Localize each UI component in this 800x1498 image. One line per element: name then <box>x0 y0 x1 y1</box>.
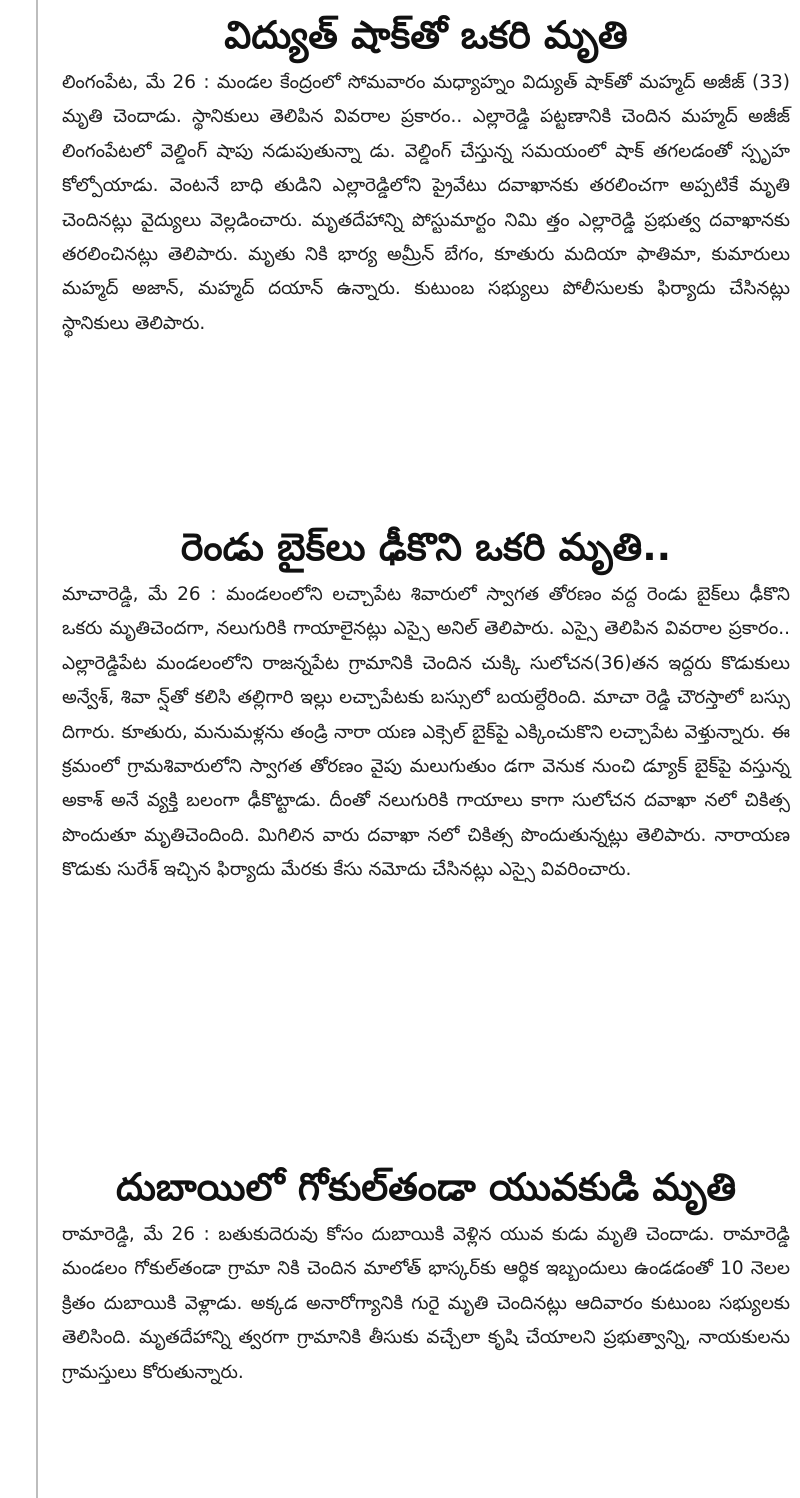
dateline: లింగంపేట, మే 26 : <box>62 72 210 93</box>
article-body <box>62 66 790 341</box>
headline: రెండు బైక్‌లు ఢీకొని ఒకరి మృతి.. <box>180 525 672 569</box>
article-body <box>62 578 790 888</box>
column-divider <box>36 0 38 1498</box>
article-text: మండలంలోని లచ్చాపేట శివారులో స్వాగత తోరణం వద్ద రెండు బైక్‌లు ఢీకొని ఒకరు మృతిచెందగా, నలుగురికి గాయాలైనట్లు ఎస్సై అనిల్ తెలిపారు. ఎస్సై తెలిపిన వివరాల ప్రకారం.. ఎల్లారెడ్డిపేట మండలంలోని రాజన్నపేట గ్రామానికి చెందిన చుక్కి సులోచన(36)తన ఇద్దరు కొడుకులు అన్వేశ్, శివా న్ష్‌తో కలిసి తల్లిగారి ఇల్లు లచ్చాపేటకు బస్సులో బయల్దేరింది. మాచా రెడ్డి చౌరస్తాలో బస్సు దిగారు. కూతురు, మనుమళ్లను తండ్రి నారా యణ ఎక్సెల్ బైక్‌పై ఎక్కించుకొని లచ్చాపేట వెళ్తున్నారు. ఈ క్రమంలో గ్రామశివారులోని స్వాగత తోరణం వైపు మలుగుతుం డగా వెనుక నుంచి డ్యూక్ బైక్‌పై వస్తున్న అకాశ్ అనే వ్యక్తి బలంగా ఢీకొట్టాడు. దీంతో నలుగురికి గాయాలు కాగా సులోచన దవాఖా నలో చికిత్స పొందుతూ మృతిచెందింది. మిగిలిన వారు దవాఖా నలో చికిత్స పొందుతున్నట్లు తెలిపారు. నారాయణ కొడుకు సురేశ్ ఇచ్చిన ఫిర్యాదు మేరకు కేసు నమోదు చేసినట్లు ఎస్సై వివరించారు. <box>62 584 790 881</box>
article-dubai-death <box>62 1156 790 1390</box>
article-text: బతుకుదెరువు కోసం దుబాయికి వెళ్లిన యువ కుడు మృతి చెందాడు. రామారెడ్డి మండలం గోకుల్‌తండా గ్రామా నికి చెందిన మాలోత్ భాస్కర్‌కు ఆర్థిక ఇబ్బందులు ఉండడంతో 10 నెలల క్రితం దుబాయికి వెళ్లాడు. అక్కడ అనారోగ్యానికి గురై మృతి చెందినట్లు ఆదివారం కుటుంబ సభ్యులకు తెలిసింది. మృతదేహాన్ని త్వరగా గ్రామానికి తీసుకు వచ్చేలా కృషి చేయాలని ప్రభుత్వాన్ని, నాయకులను గ్రామస్తులు కోరుతున్నారు. <box>62 1224 790 1383</box>
article-bike-accident <box>62 516 790 888</box>
headline: దుబాయిలో గోకుల్‌తండా యువకుడి మృతి <box>115 1165 737 1209</box>
dateline: మాచారెడ్డి, మే 26 : <box>62 584 217 605</box>
headline: విద్యుత్ షాక్‌తో ఒకరి మృతి <box>224 13 628 57</box>
dateline: రామారెడ్డి, మే 26 : <box>62 1224 210 1245</box>
article-electric-shock <box>62 4 790 341</box>
article-body <box>62 1218 790 1390</box>
newspaper-clipping <box>62 0 790 1498</box>
article-text: మండల కేంద్రంలో సోమవారం మధ్యాహ్నం విద్యుత్ షాక్‌తో మహ్మద్ అజీజ్ (33) మృతి చెందాడు. స్థానికులు తెలిపిన వివరాల ప్రకారం.. ఎల్లారెడ్డి పట్టణానికి చెందిన మహ్మద్ అజీజ్ లింగంపేటలో వెల్డింగ్ షాపు నడుపుతున్నా డు. వెల్డింగ్ చేస్తున్న సమయంలో షాక్ తగలడంతో స్పృహ కోల్పోయాడు. వెంటనే బాధి తుడిని ఎల్లారెడ్డిలోని ప్రైవేటు దవాఖానకు తరలించగా అప్పటికే మృతి చెందినట్లు వైద్యులు వెల్లడించారు. మృతదేహాన్ని పోస్టుమార్టం నిమి త్తం ఎల్లారెడ్డి ప్రభుత్వ దవాఖానకు తరలించినట్లు తెలిపారు. మృతు నికి భార్య అమ్రీన్ బేగం, కూతురు మదియా ఫాతిమా, కుమారులు మహ్మద్ అజాన్, మహ్మద్ దయాన్ ఉన్నారు. కుటుంబ సభ్యులు పోలీసులకు ఫిర్యాదు చేసినట్లు స్థానికులు తెలిపారు. <box>62 72 791 334</box>
